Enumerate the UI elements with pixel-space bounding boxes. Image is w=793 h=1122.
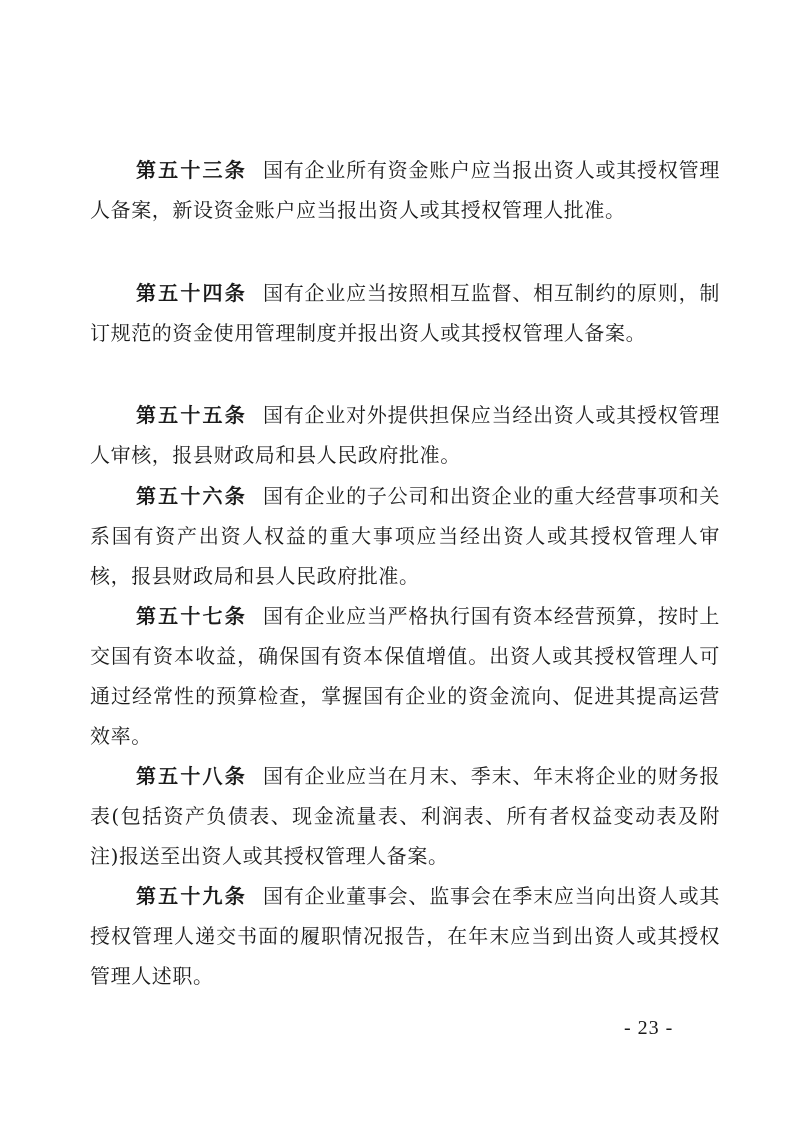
article-heading: 第五十七条 bbox=[136, 604, 247, 628]
article-body: 国有企业对外提供担保应当经出资人或其授权管理人审核，报县财政局和县人民政府批准。 bbox=[90, 403, 721, 467]
article-heading: 第五十九条 bbox=[136, 884, 247, 908]
article-heading: 第五十三条 bbox=[136, 158, 247, 182]
article-54 bbox=[90, 273, 720, 353]
article-58 bbox=[90, 756, 720, 876]
article-59 bbox=[90, 876, 720, 996]
article-53 bbox=[90, 150, 720, 230]
article-heading: 第五十五条 bbox=[136, 403, 247, 427]
article-55 bbox=[90, 395, 720, 475]
article-body: 国有企业应当在月末、季末、年末将企业的财务报表(包括资产负债表、现金流量表、利润表、所有者权益变动表及附注)报送至出资人或其授权管理人备案。 bbox=[90, 764, 721, 868]
article-heading: 第五十八条 bbox=[136, 764, 247, 788]
article-57 bbox=[90, 596, 720, 756]
article-heading: 第五十四条 bbox=[136, 281, 247, 305]
article-body: 国有企业所有资金账户应当报出资人或其授权管理人备案，新设资金账户应当报出资人或其授权管理人批准。 bbox=[90, 158, 721, 222]
article-body: 国有企业应当按照相互监督、相互制约的原则，制订规范的资金使用管理制度并报出资人或其授权管理人备案。 bbox=[90, 281, 721, 345]
article-56 bbox=[90, 476, 720, 596]
article-heading: 第五十六条 bbox=[136, 484, 247, 508]
page-number: - 23 - bbox=[624, 1017, 674, 1039]
article-body: 国有企业董事会、监事会在季末应当向出资人或其授权管理人递交书面的履职情况报告，在年末应当到出资人或其授权管理人述职。 bbox=[90, 884, 721, 988]
article-body: 国有企业应当严格执行国有资本经营预算，按时上交国有资本收益，确保国有资本保值增值。出资人或其授权管理人可通过经常性的预算检查，掌握国有企业的资金流向、促进其提高运营效率。 bbox=[90, 604, 721, 748]
article-body: 国有企业的子公司和出资企业的重大经营事项和关系国有资产出资人权益的重大事项应当经出资人或其授权管理人审核，报县财政局和县人民政府批准。 bbox=[90, 484, 721, 588]
